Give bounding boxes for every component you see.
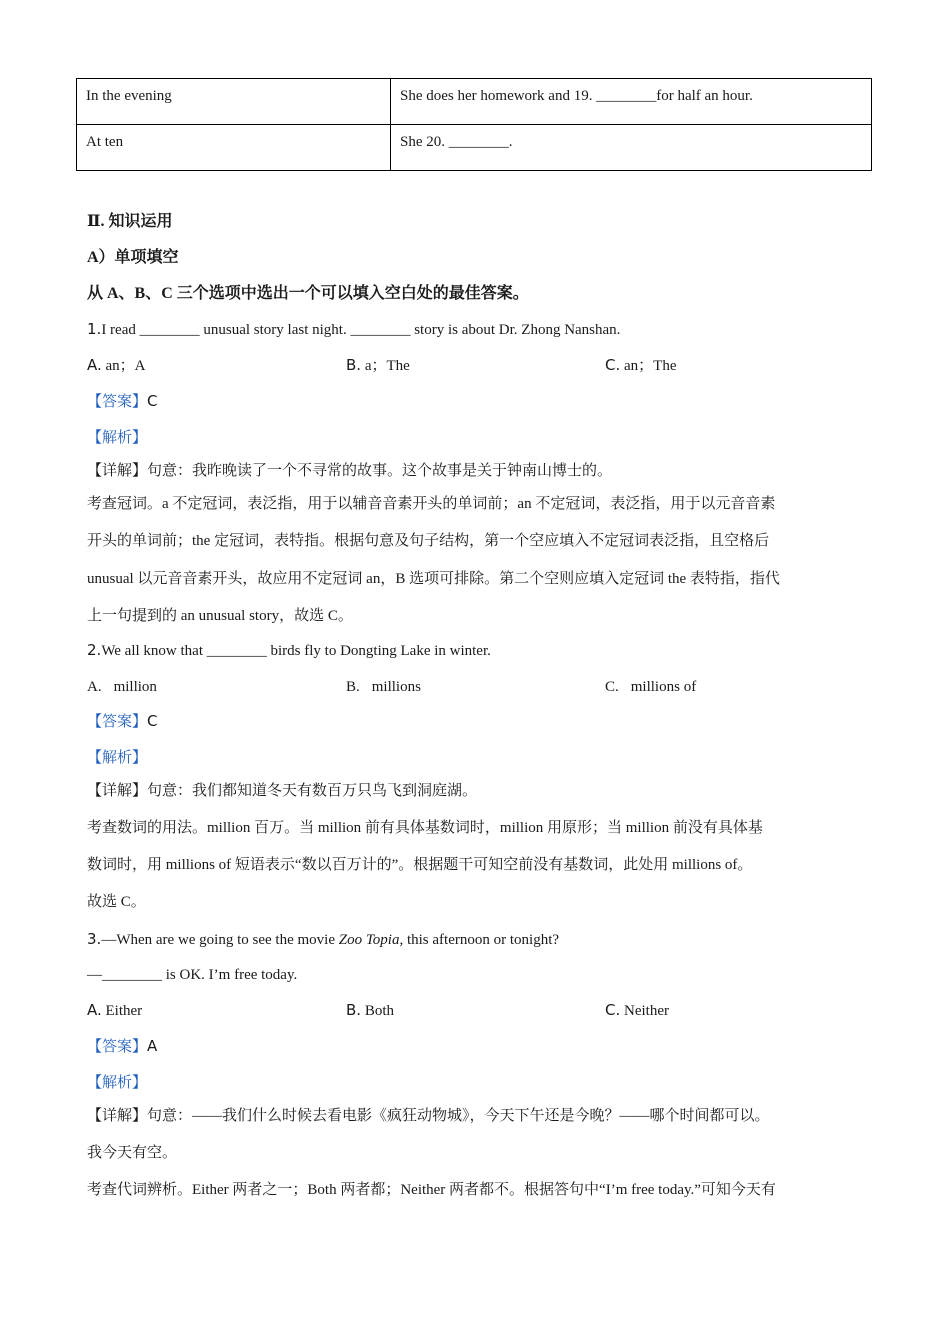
q3-analysis-label: 【解析】 — [87, 1073, 148, 1091]
q2-detail: 【详解】句意：我们都知道冬天有数百万只鸟飞到洞庭湖。 — [87, 783, 478, 799]
option-letter: A. — [87, 1001, 102, 1019]
option-letter: B. — [346, 1001, 362, 1019]
q1-option-b — [346, 358, 410, 374]
option-text: an；A — [101, 358, 146, 374]
answer-label: 【答案】 — [87, 1037, 148, 1055]
option-letter: B. — [346, 356, 362, 374]
answer-value: C — [147, 392, 158, 410]
q2-option-a — [87, 680, 157, 695]
table-row — [77, 79, 872, 125]
q2-option-b — [346, 680, 421, 695]
section-subheading: A）单项填空 — [87, 249, 179, 266]
option-letter: C. — [605, 1001, 621, 1019]
q2-analysis-label: 【解析】 — [87, 748, 148, 766]
schedule-table — [76, 78, 872, 171]
q1-option-a — [87, 358, 146, 374]
option-letter: B. — [346, 679, 360, 695]
q3-answer — [87, 1039, 157, 1054]
q2-explain-line: 考查数词的用法。million 百万。当 million 前有具体基数词时，million 用原形；当 million 前没有具体基 — [87, 820, 763, 836]
q3-option-a — [87, 1003, 142, 1019]
option-letter: C. — [605, 356, 621, 374]
q2-explain-line: 数词时，用 millions of 短语表示“数以百万计的”。根据题干可知空前没有基数词，此处用 millions of。 — [87, 857, 753, 873]
question-number: 3. — [87, 930, 102, 948]
movie-title: Zoo Topia — [338, 932, 400, 948]
q3-detail-line: 【详解】句意：——我们什么时候去看电影《疯狂动物城》，今天下午还是今晚？——哪个时间都可以。 — [87, 1108, 770, 1124]
option-text: millions of — [630, 679, 697, 695]
question-text: , this afternoon or tonight? — [399, 932, 560, 948]
question-3 — [87, 932, 559, 948]
table-cell-activity: She 20. ________. — [391, 125, 872, 171]
option-letter: A. — [87, 679, 102, 695]
option-text: a；The — [361, 358, 410, 374]
question-text: I read ________ unusual story last night. ________ story is about Dr. Zhong Nanshan. — [101, 322, 621, 338]
q1-answer — [87, 394, 158, 409]
question-number: 1. — [87, 320, 102, 338]
section-instruction: 从 A、B、C 三个选项中选出一个可以填入空白处的最佳答案。 — [87, 285, 529, 302]
q3-option-c — [605, 1003, 669, 1019]
question-text: We all know that ________ birds fly to Dongting Lake in winter. — [101, 643, 491, 659]
q2-option-c — [605, 680, 696, 695]
option-text: Neither — [620, 1003, 669, 1019]
answer-label: 【答案】 — [87, 712, 148, 730]
q1-explain-line: unusual 以元音音素开头，故应用不定冠词 an，B 选项可排除。第二个空则应填入定冠词 the 表特指，指代 — [87, 571, 780, 587]
question-1 — [87, 322, 620, 338]
q1-explain-line: 上一句提到的 an unusual story，故选 C。 — [87, 608, 353, 624]
q1-explain-line: 开头的单词前；the 定冠词，表特指。根据句意及句子结构，第一个空应填入不定冠词表泛指，且空格后 — [87, 533, 770, 549]
q3-explain: 考查代词辨析。Either 两者之一；Both 两者都；Neither 两者都不。根据答句中“I’m free today.”可知今天有 — [87, 1182, 776, 1198]
answer-value: A — [147, 1037, 158, 1055]
q1-detail: 【详解】句意：我昨晚读了一个不寻常的故事。这个故事是关于钟南山博士的。 — [87, 463, 613, 479]
table-cell-time: In the evening — [77, 79, 391, 125]
q1-explain-line: 考查冠词。a 不定冠词，表泛指，用于以辅音音素开头的单词前；an 不定冠词，表泛指，用于以元音音素 — [87, 496, 776, 512]
answer-label: 【答案】 — [87, 392, 148, 410]
table-cell-time: At ten — [77, 125, 391, 171]
option-text: million — [113, 679, 157, 695]
question-2 — [87, 643, 491, 659]
q2-explain-line: 故选 C。 — [87, 894, 146, 910]
option-letter: C. — [605, 679, 619, 695]
table-row — [77, 125, 872, 171]
q1-analysis-label: 【解析】 — [87, 428, 148, 446]
question-number: 2. — [87, 641, 102, 659]
option-letter: A. — [87, 356, 102, 374]
option-text: Either — [101, 1003, 143, 1019]
q3-reply: —________ is OK. I’m free today. — [87, 967, 298, 983]
section-heading: Ⅱ. 知识运用 — [87, 213, 173, 230]
q3-option-b — [346, 1003, 394, 1019]
option-text: millions — [371, 679, 421, 695]
option-text: Both — [361, 1003, 394, 1019]
q2-answer — [87, 714, 158, 729]
q1-option-c — [605, 358, 676, 374]
table-cell-activity: She does her homework and 19. ________for half an hour. — [391, 79, 872, 125]
option-text: an；The — [620, 358, 677, 374]
q3-detail-line: 我今天有空。 — [87, 1145, 178, 1161]
question-text: —When are we going to see the movie — [101, 932, 339, 948]
answer-value: C — [147, 712, 158, 730]
